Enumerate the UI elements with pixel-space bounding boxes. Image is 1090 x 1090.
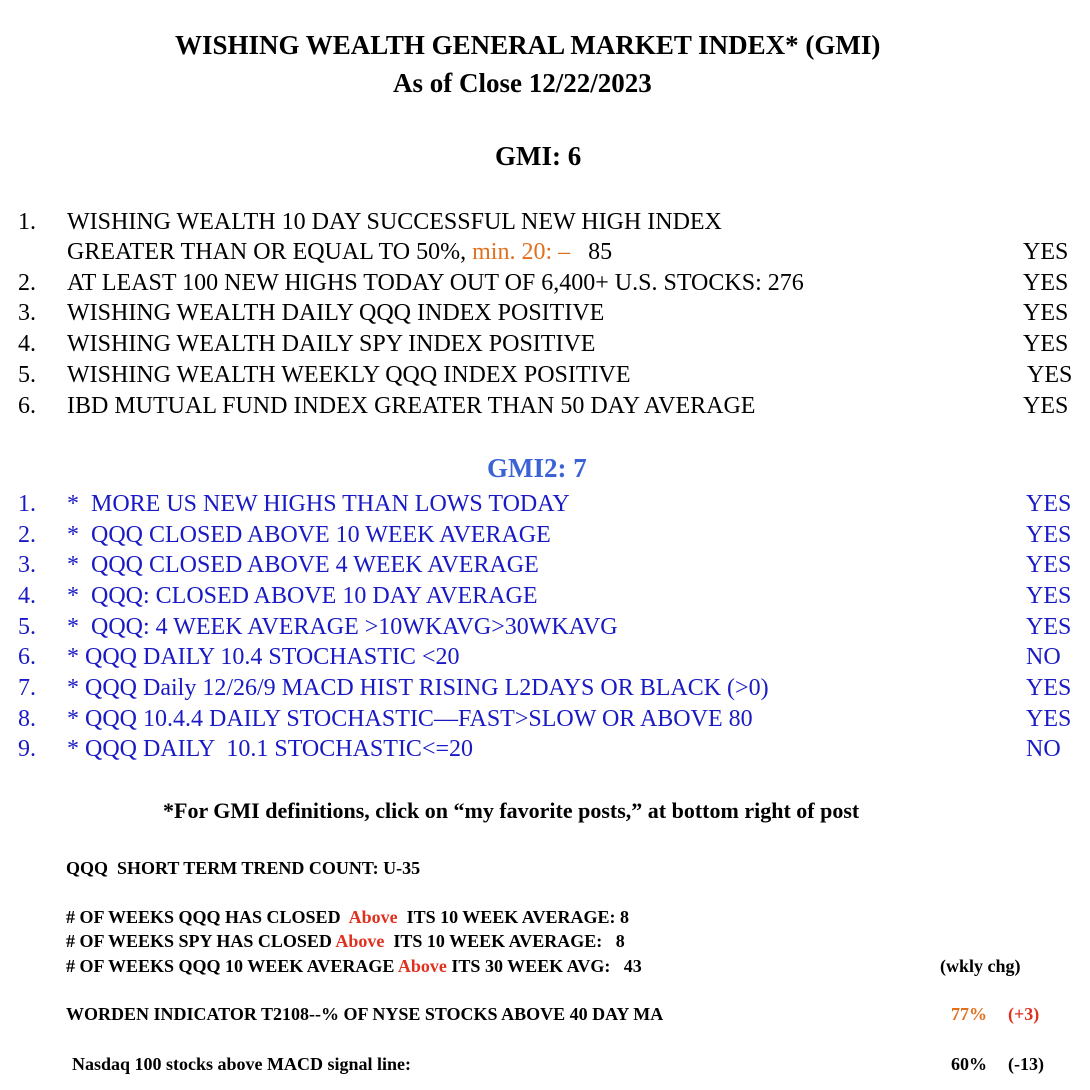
trend-count: QQQ SHORT TERM TREND COUNT: U-35 [66, 858, 421, 878]
worden-change: (+3) [1008, 1004, 1040, 1024]
weeks-suffix: ITS 30 WEEK AVG: 43 [446, 956, 642, 976]
gmi-item-text: WISHING WEALTH 10 DAY SUCCESSFUL NEW HIGH INDEX [67, 209, 722, 235]
gmi-item-status: YES [1023, 331, 1069, 357]
gmi-item-number: 2. [18, 270, 36, 296]
weeks-prefix: # OF WEEKS QQQ HAS CLOSED [66, 907, 349, 927]
gmi-item-status: YES [1023, 393, 1069, 419]
gmi2-item-status: NO [1026, 644, 1061, 670]
gmi-item-status: YES [1023, 239, 1069, 265]
gmi-item-number: 5. [18, 362, 36, 388]
gmi2-item-text: * QQQ Daily 12/26/9 MACD HIST RISING L2DAYS OR BLACK (>0) [67, 675, 769, 701]
gmi2-item-status: YES [1026, 706, 1072, 732]
gmi-score: GMI: 6 [495, 141, 582, 171]
gmi-item-number: 4. [18, 331, 36, 357]
gmi2-item-status: NO [1026, 736, 1061, 762]
gmi-item-text: WISHING WEALTH WEEKLY QQQ INDEX POSITIVE [67, 362, 631, 388]
gmi2-item-status: YES [1026, 614, 1072, 640]
gmi-item-text: WISHING WEALTH DAILY SPY INDEX POSITIVE [67, 331, 596, 357]
gmi2-item-status: YES [1026, 491, 1072, 517]
gmi2-item-number: 6. [18, 644, 36, 670]
worden-value: 77% [951, 1004, 987, 1024]
weeks-prefix: # OF WEEKS SPY HAS CLOSED [66, 931, 336, 951]
gmi-item-text: WISHING WEALTH DAILY QQQ INDEX POSITIVE [67, 300, 605, 326]
nasdaq-label: Nasdaq 100 stocks above MACD signal line: [72, 1054, 412, 1074]
weeks-qqq-10wk [66, 907, 629, 928]
definitions-note: *For GMI definitions, click on “my favorite posts,” at bottom right of post [163, 798, 860, 823]
above-highlight: Above [335, 931, 385, 951]
gmi-item-status: YES [1023, 300, 1069, 326]
wkly-chg-label: (wkly chg) [940, 956, 1021, 976]
gmi2-item-number: 9. [18, 736, 36, 762]
gmi-item-number: 3. [18, 300, 36, 326]
gmi-item-number: 1. [18, 209, 36, 235]
gmi-item-status: YES [1027, 362, 1073, 388]
weeks-spy-10wk [66, 931, 625, 952]
gmi2-item-number: 7. [18, 675, 36, 701]
nasdaq-value: 60% [951, 1054, 987, 1074]
weeks-qqq-30wk [66, 956, 642, 977]
gmi-item-text-prefix: GREATER THAN OR EQUAL TO 50%, [67, 239, 473, 265]
gmi2-item-number: 8. [18, 706, 36, 732]
gmi-item-text: AT LEAST 100 NEW HIGHS TODAY OUT OF 6,400+ U.S. STOCKS: 276 [67, 270, 804, 296]
gmi2-item-text: * QQQ DAILY 10.4 STOCHASTIC <20 [67, 644, 460, 670]
above-highlight: Above [348, 907, 398, 927]
page-subtitle: As of Close 12/22/2023 [393, 68, 652, 98]
gmi-item-number: 6. [18, 393, 36, 419]
gmi2-item-text: * QQQ: CLOSED ABOVE 10 DAY AVERAGE [67, 583, 538, 609]
worden-label: WORDEN INDICATOR T2108--% OF NYSE STOCKS ABOVE 40 DAY MA [66, 1004, 664, 1024]
weeks-suffix: ITS 10 WEEK AVERAGE: 8 [384, 931, 625, 951]
gmi2-item-number: 3. [18, 552, 36, 578]
gmi2-item-status: YES [1026, 675, 1072, 701]
gmi2-item-text: * QQQ CLOSED ABOVE 4 WEEK AVERAGE [67, 552, 539, 578]
gmi2-item-text: * QQQ: 4 WEEK AVERAGE >10WKAVG>30WKAVG [67, 614, 618, 640]
gmi2-item-number: 1. [18, 491, 36, 517]
gmi-item-text-line2 [67, 238, 612, 266]
gmi2-item-text: * QQQ 10.4.4 DAILY STOCHASTIC—FAST>SLOW OR ABOVE 80 [67, 706, 753, 732]
gmi2-item-text: * QQQ CLOSED ABOVE 10 WEEK AVERAGE [67, 522, 551, 548]
above-highlight: Above [397, 956, 447, 976]
gmi-min-highlight: min. 20: – [472, 239, 571, 265]
gmi2-item-status: YES [1026, 552, 1072, 578]
weeks-prefix: # OF WEEKS QQQ 10 WEEK AVERAGE [66, 956, 398, 976]
nasdaq-change: (-13) [1008, 1054, 1044, 1074]
gmi2-item-text: * MORE US NEW HIGHS THAN LOWS TODAY [67, 491, 570, 517]
gmi2-item-status: YES [1026, 522, 1072, 548]
gmi2-item-number: 2. [18, 522, 36, 548]
page-title: WISHING WEALTH GENERAL MARKET INDEX* (GMI) [175, 30, 881, 60]
gmi2-item-number: 4. [18, 583, 36, 609]
weeks-suffix: ITS 10 WEEK AVERAGE: 8 [397, 907, 629, 927]
gmi-item-status: YES [1023, 270, 1069, 296]
gmi2-item-text: * QQQ DAILY 10.1 STOCHASTIC<=20 [67, 736, 474, 762]
gmi2-item-number: 5. [18, 614, 36, 640]
gmi-item-value: 85 [570, 239, 613, 265]
gmi-item-text: IBD MUTUAL FUND INDEX GREATER THAN 50 DAY AVERAGE [67, 393, 756, 419]
gmi2-item-status: YES [1026, 583, 1072, 609]
gmi2-score: GMI2: 7 [487, 453, 587, 483]
